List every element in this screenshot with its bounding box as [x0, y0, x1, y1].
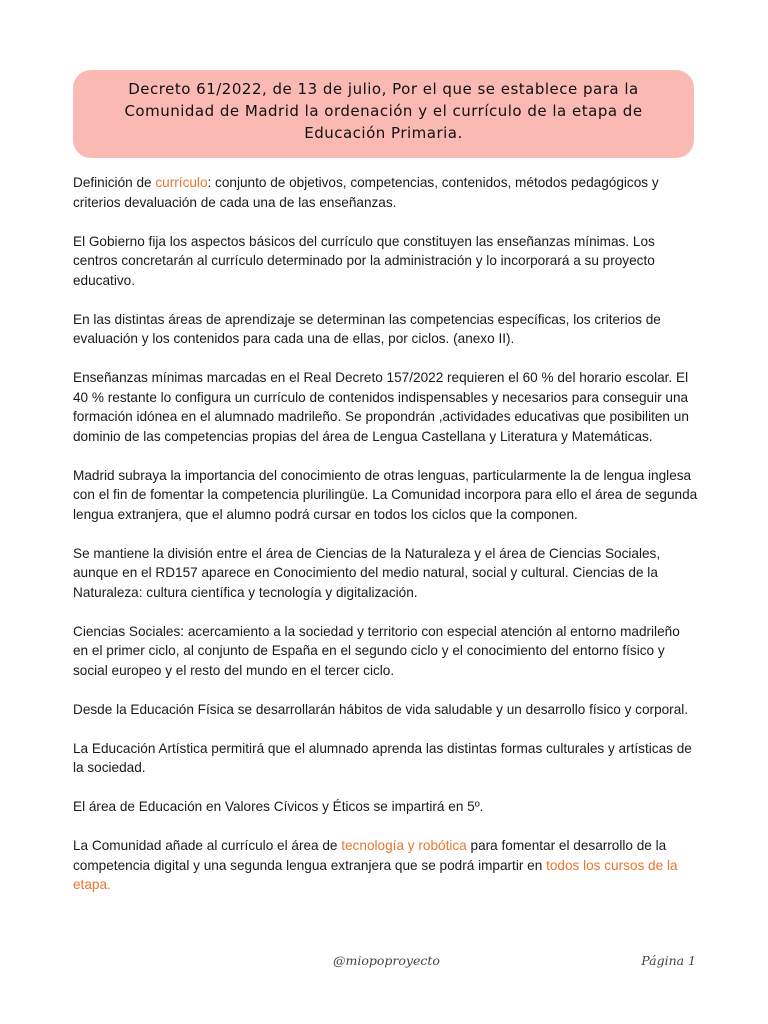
highlight-todos-los-cursos: todos los cursos de la etapa.	[73, 857, 678, 892]
paragraph-ciencias-sociales: Ciencias Sociales: acercamiento a la sociedad y territorio con especial atención al entorno madrileño en el primer ciclo, al conjunto de España en el segundo ciclo y el conocimiento del entorno físico y social europeo y el resto del mundo en el tercer ciclo.	[73, 623, 680, 678]
text-run: para fomentar el desarrollo de la competencia digital y una segunda lengua extranjera que se podrá impartir en	[73, 838, 667, 873]
paragraph-valores-civicos: El área de Educación en Valores Cívicos y Éticos se impartirá en 5º.	[73, 799, 484, 814]
document-body	[73, 173, 698, 914]
text-run: Definición de	[73, 175, 156, 190]
paragraph-curriculum-definition	[73, 173, 698, 212]
text-run: La Comunidad añade al currículo el área de	[73, 838, 342, 853]
page-number: Página 1	[641, 953, 696, 968]
paragraph-areas: En las distintas áreas de aprendizaje se determinan las competencias específicas, los criterios de evaluación y los contenidos para cada una de ellas, por ciclos. (anexo II).	[73, 311, 661, 346]
document-title: Decreto 61/2022, de 13 de julio, Por el que se establece para la Comunidad de Madrid la ordenación y el currículo de la etapa de Educación Primaria.	[124, 80, 643, 142]
paragraph-lenguas: Madrid subraya la importancia del conocimiento de otras lenguas, particularmente la de lengua inglesa con el fin de fomentar la competencia plurilingüe. La Comunidad incorpora para ello el área de segunda lengua extranjera, que el alumno podrá cursar en todos los ciclos que la componen.	[73, 467, 698, 522]
paragraph-educacion-artistica: La Educación Artística permitirá que el alumnado aprenda las distintas formas culturales y artísticas de la sociedad.	[73, 740, 692, 775]
paragraph-tecnologia	[73, 836, 698, 895]
paragraph-ensenanzas-minimas: Enseñanzas mínimas marcadas en el Real Decreto 157/2022 requieren el 60 % del horario escolar. El 40 % restante lo configura un currículo de contenidos indispensables y necesarios para conseguir una formación idónea en el alumnado madrileño. Se propondrán ,actividades educativas que posibiliten un dominio de las competencias propias del área de Lengua Castellana y Literatura y Matemáticas.	[73, 370, 689, 444]
highlight-curriculo: currículo	[155, 175, 208, 190]
text-run: : conjunto de objetivos, competencias, contenidos, métodos pedagógicos y criterios devaluación de cada una de las enseñanzas.	[73, 175, 659, 210]
paragraph-educacion-fisica: Desde la Educación Física se desarrollarán hábitos de vida saludable y un desarrollo físico y corporal.	[73, 701, 689, 717]
title-banner	[73, 70, 694, 158]
paragraph-ciencias-naturaleza: Se mantiene la división entre el área de Ciencias de la Naturaleza y el área de Ciencias Sociales, aunque en el RD157 aparece en Conocimiento del medio natural, social y cultural. Ciencias de la Naturaleza: cultura científica y tecnología y digitalización.	[73, 545, 661, 600]
highlight-tecnologia: tecnología y robótica	[341, 838, 467, 853]
paragraph-gobierno: El Gobierno fija los aspectos básicos del currículo que constituyen las enseñanzas mínimas. Los centros concretarán al currículo determinado por la administración y lo incorporará a su proyecto educativo.	[73, 233, 655, 288]
footer-handle: @miopoproyecto	[333, 953, 440, 968]
